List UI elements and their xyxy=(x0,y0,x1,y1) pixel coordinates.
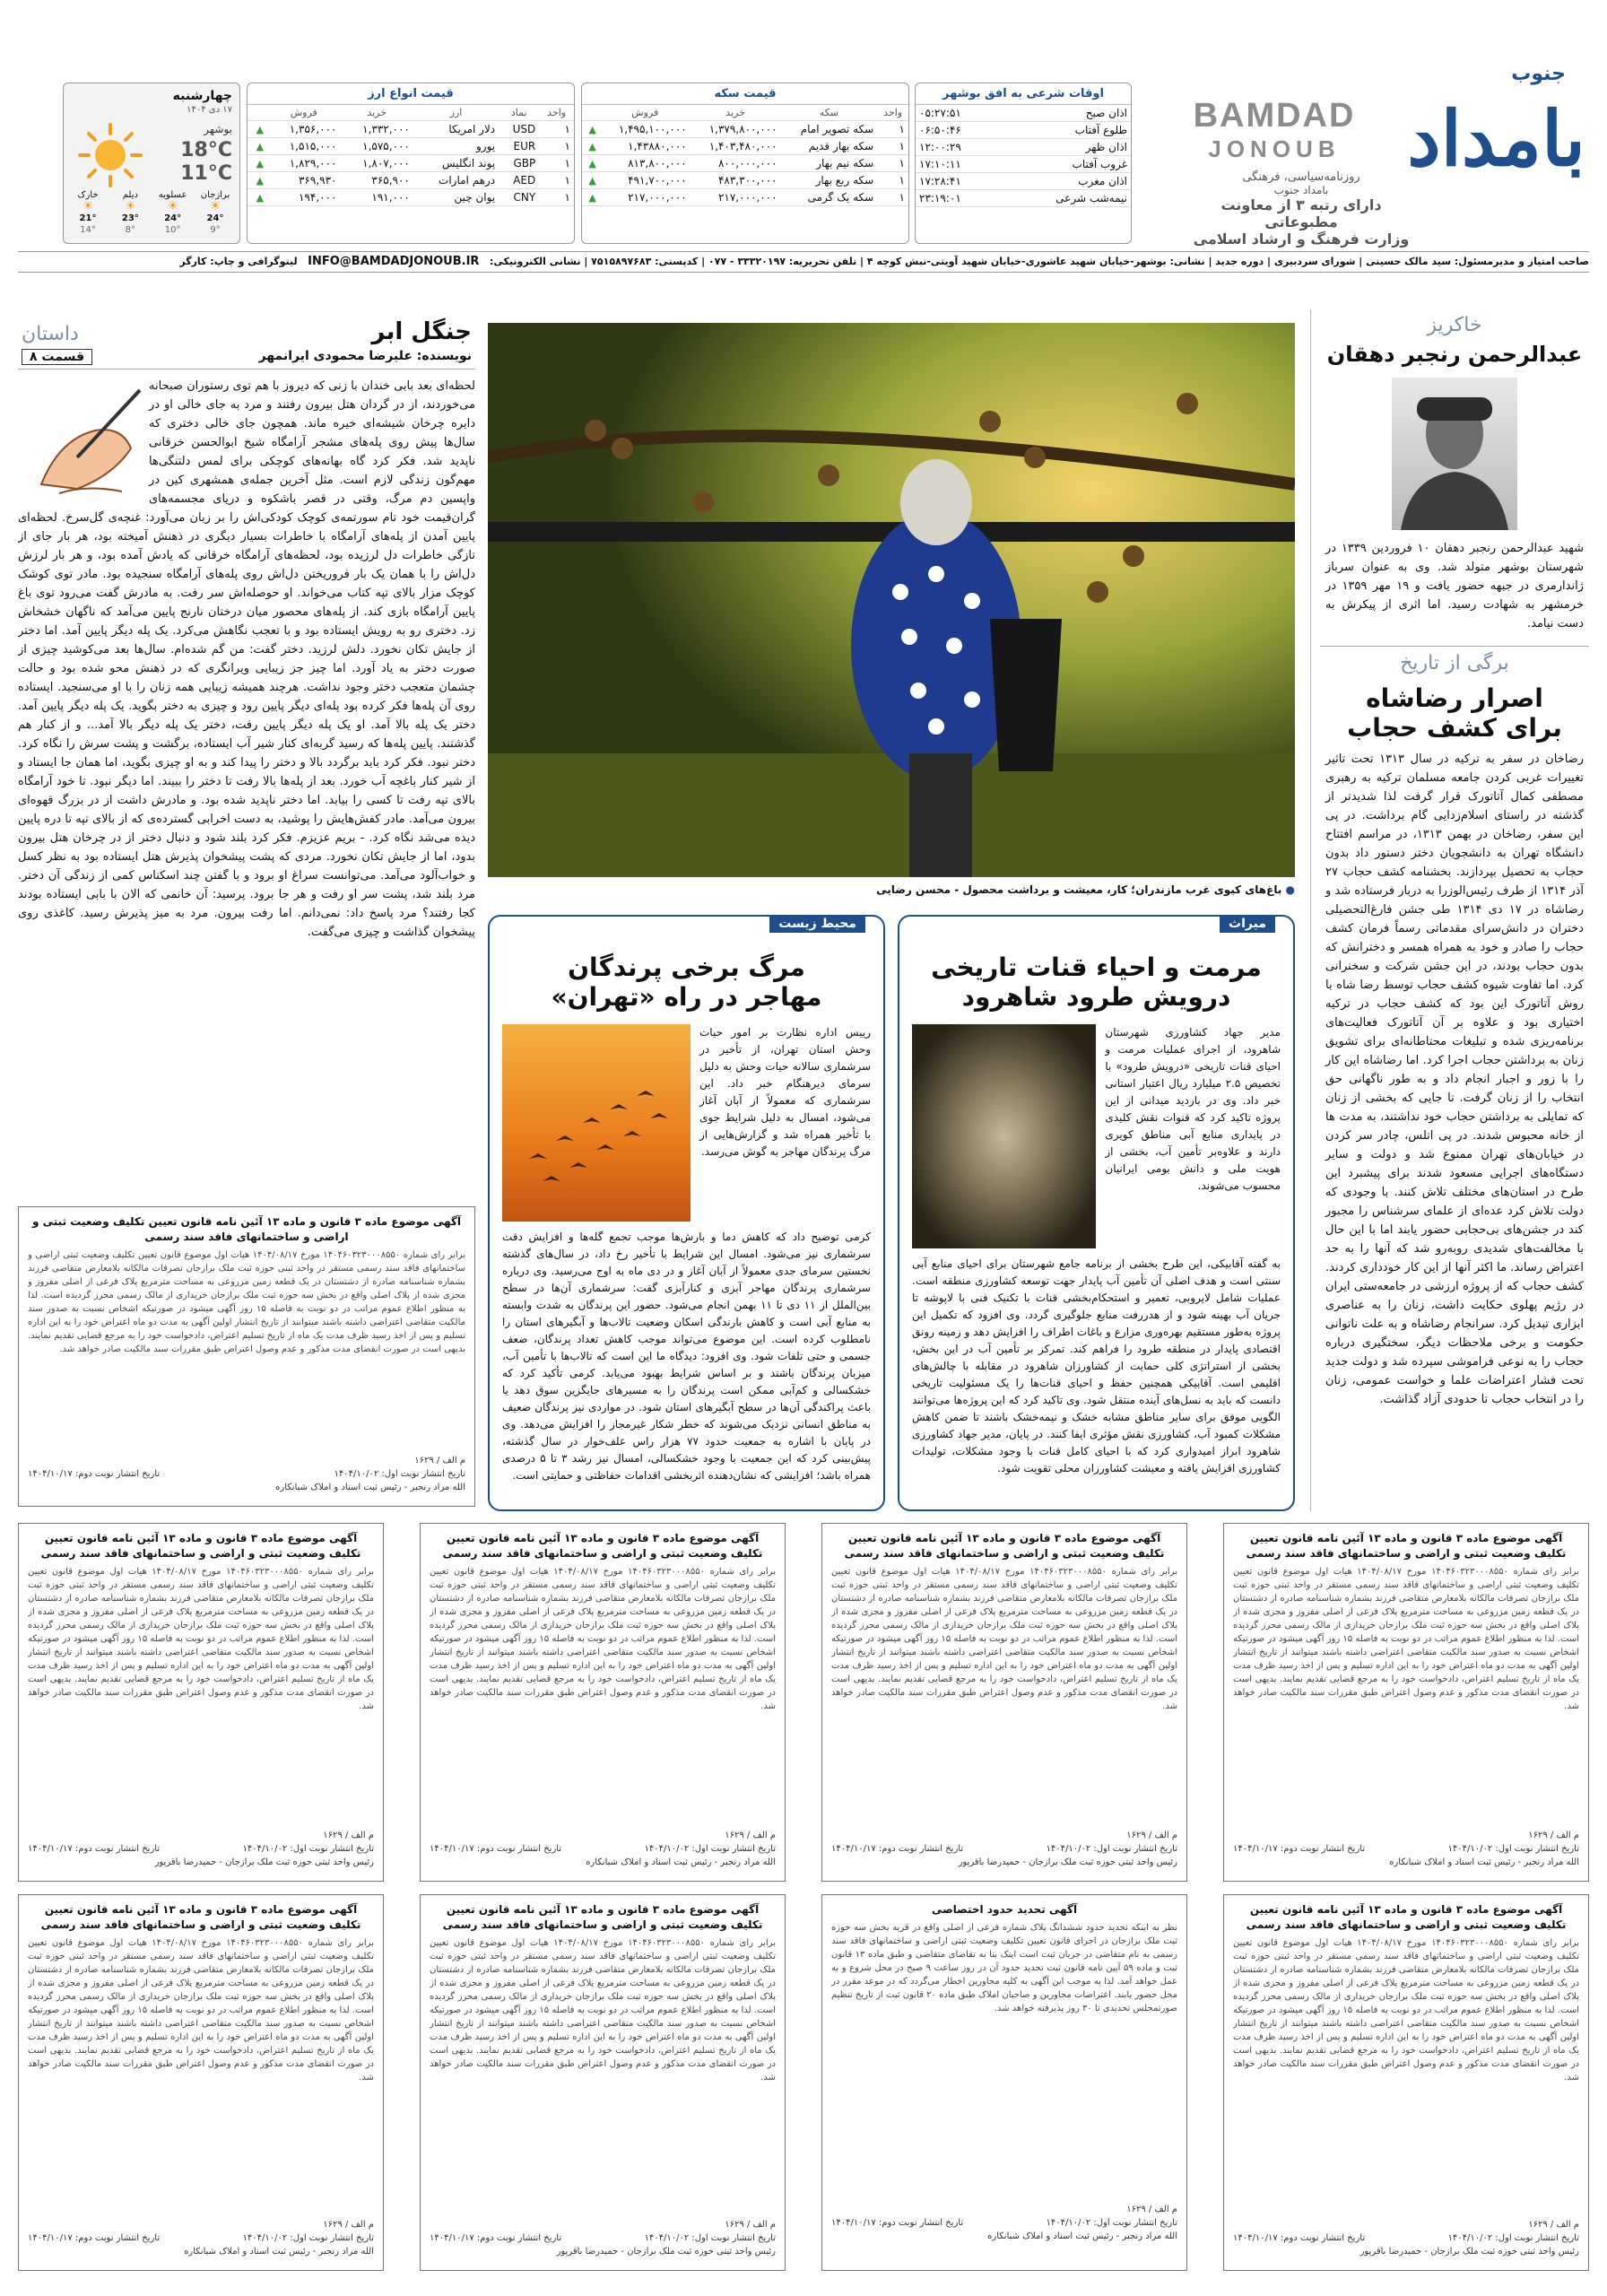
story-body-text: لحظه‌ای بعد بابی خندان با زنی که دیروز با هم توی رستوران صبحانه می‌خوردند، از در گردان هتل بیرون رفتند و مرد به جای خالی او در دایره چرخان شیشه‌ای خیره ماند. همچون جای خالی دختری که سال‌ها پیش روی پله‌های مشجر آرامگاه شیخ ابوالحسن خرقانی ناپدید شد. فکر کرد گاه بهانه‌های کوچکی برای لمس دلتنگی‌ها مهم‌گون زندگی لازم است. مثل آخرین جمله‌ی همشهری کین در واپسین دم مرگ، وقتی در قصر باشکوه و دریای مجسمه‌های گران‌قیمت خود تام سورتمه‌ی کوچک کودکی‌اش را بر زبان می‌آورد: غنچه‌ی گل‌سرخ. لحظه‌ای پایین آمدن از پله‌های آرامگاه با خاطرات بسیار دیگری در ذهنش آمیخته بود، هر بار جای از تازگی خاطرات دل لرزیده بود، لحظه‌های آرامگاه خرقانی که یادش آمده بود، و هر بار لرزش دل‌اش را با همان یک بار فروریختن دل‌اش روی پله‌های آرامگاه سنجیده بود. مادر توی کوشک کوچک مزار بالای تپه کتاب می‌خواند. او حوصله‌اش سر رفت. به مادرش گفت می‌رود توی باغ پایین آرامگاه بازی کند. از پله‌های محصور میان درختان نارنج پایین می‌آمد که ناگهان خشخاش زد. دختری رو به رویش ایستاده بود و با تعجب نگاهش می‌کرد. یک پله دیگر پایین آمد. اما دختر از جایش تکان نخورد. دلش لرزید. دختر گفت: من گم شده‌ام. سال‌ها بعد می‌کوشید چیزی از صورت دختر به یاد آورد. اما چیز جز زیبایی ویرانگری که در ذهنش محو شده بود و حالت چشمان متعجب دختر وجود نداشت. هرچند همیشه زیبایی همه زنان را با او می‌سنجید. ایستاده روی آن پله‌ها فکر کرده بود پله‌ای دیگر پایین رود و چیزی به دختر بگوید. یک پله دیگر پایین آمد. دختر یک پله بالا آمد. او یک پله دیگر پایین رفت، دختر یک پله دیگر بالا آمد... و از کنار هم گذشتند. پایین پله‌ها که رسید گربه‌ای کنار شیر آب ایستاده، برگشت و پشت سرش را نگاه کرد. دختر نبود. فکر کرد باید برگردد بالا و دختر را پیدا کند و به او چیزی بگوید، اما همان جا ایستاد و از شیر کنار باغچه آب خورد. بعد از پله‌ها بالا رفت تا دختر را ببیند. اما دیگر نبود. تا خود آرامگاه بالای تپه رفت تا کسی را بیابد. اما دختر ناپدید شده بود. و مادرش داشت از در بزرگ قهوه‌ای بیرون می‌آمد. مادر کفش‌هایش را پوشید، به دست اخرابی گسترده‌ی که از بالای تپه تا دره پایین دیده می‌شد نگاه کرد. - بریم عزیزم. فکر کرد بلند شود و دنبال دختر از در چرخان هتل بیرون بدود، اما از جایش تکان نخورد. مردی که پشت پیشخوان پذیرش هتل ایستاده بود به نظر کسل و خواب‌آلود می‌آمد. می‌توانست سراغ او برود و با گفتن چند اسکناس کمی از زندگی آن دختر. مرد بلند شد، پشت سر او رفت و هر جا برود. پرسید: آن خانمی که الان با بابی ایستاده بودند کجا رفتند؟ مرد پاسخ داد: نمی‌دانم. اما رفت بیرون. مرد به میز پذیرش رسید. کاغذی روی پیشخوان گذاشت و چیزی می‌گفت. xyxy=(18,379,475,939)
currency-sell: ۱,۸۲۹,۰۰۰ xyxy=(267,155,340,172)
prayer-value: ۱۷:۲۸:۴۱ xyxy=(916,173,998,190)
weather-box xyxy=(63,83,240,244)
coin-unit: ۱ xyxy=(877,155,908,172)
small-sun-icon: ☀ xyxy=(167,199,178,213)
birds-photo xyxy=(502,1024,691,1222)
ad-footer xyxy=(28,1829,374,1869)
main-photo xyxy=(488,323,1295,877)
currency-buy: ۳۶۵,۹۰۰ xyxy=(340,172,413,189)
ad-body: برابر رای شماره ۱۴۰۴۶۰۳۲۳۰۰۰۸۵۵۰ مورخ ۱۴۰۴/۰۸/۱۷ هیات اول موضوع قانون تعیین تکلیف وضعیت ثبتی اراضی و ساختمانهای فاقد سند رسمی مستقر در واحد ثبتی حوزه ثبت ملک برازجان تصرفات مالکانه بلامعارض متقاضی فرزند بشماره شناسنامه صادره از دشتستان در یک قطعه زمین مزروعی به مساحت مترمربع پلاک فرعی از اصلی مفروز و مجزی شده از پلاک اصلی واقع در بخش سه حوزه ثبت ملک برازجان خریداری از مالک رسمی محرز گردیده است. لذا به منظور اطلاع عموم مراتب در دو نوبت به فاصله ۱۵ روز آگهی میشود در صورتیکه اشخاص نسبت به صدور سند مالکیت متقاضی اعتراضی داشته باشند میتوانند از تاریخ انتشار اولین آگهی به مدت دو ماه اعتراض خود را به این اداره تسلیم و پس از اخذ رسید ظرف مدت یک ماه از تاریخ تسلیم اعتراض، دادخواست خود را به مرجع قضایی تقدیم نمایند. بدیهی است در صورت انقضای مدت مذکور و عدم وصول اعتراض طبق مقررات سند مالکیت صادر خواهد شد. xyxy=(1233,1938,1579,2083)
masthead-subtitle xyxy=(1189,170,1413,248)
ad-date-1: تاریخ انتشار نوبت اول: ۱۴۰۴/۱۰/۰۲ xyxy=(242,1844,374,1854)
ad-date-2: تاریخ انتشار نوبت دوم: ۱۴۰۴/۱۰/۱۷ xyxy=(831,2218,964,2228)
coin-sell: ۱,۴۳۸۸۰,۰۰۰ xyxy=(600,138,691,155)
qanat-title-1: مرمت و احیاء قنات تاریخی xyxy=(931,952,1262,982)
prayer-row xyxy=(916,190,1131,207)
qanat-body-1: مدیر جهاد کشاورزی شهرستان شاهرود، از اجرای عملیات مرمت و احیای قنات تاریخی «درویش طرود» با تخصیص ۲.۵ میلیارد ریال اعتبار استانی خبر داد. وی در بازدید میدانی از این پروژه تاکید کرد که قنوات نقش کلیدی در پایداری منابع آبی مناطق کویری دارند و علاوه‌بر تأمین آب، بخشی از هویت ملی و دانش بومی ایرانیان محسوب می‌شوند. xyxy=(1105,1026,1281,1192)
story-title: جنگل ابر xyxy=(371,318,472,345)
story-author: نویسنده: علیرضا محمودی ایرانمهر xyxy=(258,349,472,363)
currency-code: AED xyxy=(499,172,539,189)
ad-body: نظر به اینکه تحدید حدود ششدانگ پلاک شماره فرعی از اصلی واقع در قریه بخش سه حوزه ثبت ملک برازجان در اجرای قانون تعیین تکلیف وضعیت ثبتی اراضی و ساختمانهای فاقد سند رسمی به نام متقاضی در جریان ثبت است اینک بنا به تقاضای متقاضی و طبق ماده ۱۳ قانون ثبت و ماده ۵۹ آیین نامه قانون ثبت تحدید حدود آن در روز ساعت ۹ صبح در محل شروع و به عمل خواهد آمد. لذا به موجب این آگهی به کلیه مجاورین اخطار می‌گردد که در موعد مقرر در محل حضور یابند. اعتراضات مجاورین و صاحبان املاک طبق ماده ۲۰ قانون ثبت از تاریخ تنظیم صورتمجلس تحدیدی تا ۳۰ روز پذیرفته خواهد شد. xyxy=(831,1923,1177,2013)
ad-signer: الله مراد رنجبر - رئیس ثبت اسناد و املاک شبانکاره xyxy=(586,1857,776,1867)
ad-date-2: تاریخ انتشار نوبت دوم: ۱۴۰۴/۱۰/۱۷ xyxy=(28,1844,161,1854)
ad-code: م الف / ۱۶۲۹ xyxy=(725,1831,776,1840)
ad-title: آگهی موضوع ماده ۳ قانون و ماده ۱۳ آئین نامه قانون تعیین تکلیف وضعیت ثبتی و اراضی و ساختمانهای فاقد سند رسمی xyxy=(442,1903,763,1931)
coin-name: سکه ربع بهار xyxy=(781,172,878,189)
arrow-up-icon: ▲ xyxy=(248,138,267,155)
ad-footer xyxy=(28,1454,465,1494)
ad-title: آگهی موضوع ماده ۳ قانون و ماده ۱۳ آئین نامه قانون تعیین تکلیف وضعیت ثبتی و اراضی و ساختمانهای فاقد سند رسمی xyxy=(1246,1903,1567,1931)
ad-title: آگهی موضوع ماده ۳ قانون و ماده ۱۳ آئین نامه قانون تعیین تکلیف وضعیت ثبتی و اراضی و ساختمانهای فاقد سند رسمی xyxy=(442,1532,763,1560)
story-kicker: داستان xyxy=(22,323,79,345)
forecast-high: 21° xyxy=(79,213,97,223)
coin-sell: ۲۱۷,۰۰۰,۰۰۰ xyxy=(600,189,691,206)
info-bar-email[interactable]: INFO@BAMDADJONOUB.IR xyxy=(308,255,480,268)
coin-sell: ۴۹۱,۷۰۰,۰۰۰ xyxy=(600,172,691,189)
prayer-row xyxy=(916,122,1131,139)
ad-date-2: تاریخ انتشار نوبت دوم: ۱۴۰۴/۱۰/۱۷ xyxy=(430,1844,562,1854)
currency-name: یورو xyxy=(413,138,499,155)
story-body xyxy=(18,377,475,1202)
currency-header-cell: فروش xyxy=(267,105,340,121)
currency-header-cell: ارز xyxy=(413,105,499,121)
prayer-label: اذان صبح xyxy=(998,105,1131,122)
coin-row xyxy=(582,121,908,138)
legal-ad xyxy=(821,1523,1187,1882)
coin-buy: ۱,۳۷۹,۸۰۰,۰۰۰ xyxy=(691,121,781,138)
coin-header-cell: فروش xyxy=(600,105,691,121)
qanat-photo xyxy=(912,1024,1096,1248)
qanat-tag: میراث xyxy=(1220,915,1275,933)
coin-row xyxy=(582,155,908,172)
legal-ad xyxy=(18,1206,475,1507)
coin-row xyxy=(582,138,908,155)
prayer-value: ۲۳:۱۹:۰۱ xyxy=(916,190,998,207)
forecast-city: برازجان xyxy=(200,190,230,200)
legal-ad xyxy=(18,1523,384,1882)
arrow-up-icon: ▲ xyxy=(582,172,600,189)
currency-prices-box xyxy=(247,83,575,244)
coin-prices-table xyxy=(582,105,908,206)
currency-name: یوان چین xyxy=(413,189,499,206)
memorial-title: عبدالرحمن رنجبر دهقان xyxy=(1326,342,1583,367)
arrow-up-icon: ▲ xyxy=(582,189,600,206)
subtitle-line-3: دارای رتبه ۳ از معاونت مطبوعاتی xyxy=(1220,196,1382,230)
coin-buy: ۸۰۰,۰۰۰,۰۰۰ xyxy=(691,155,781,172)
currency-code: EUR xyxy=(499,138,539,155)
forecast-city: دیلم xyxy=(122,190,138,200)
forecast-high: 24° xyxy=(206,213,224,223)
currency-buy: ۱,۵۷۵,۰۰۰ xyxy=(340,138,413,155)
ad-title: آگهی موضوع ماده ۳ قانون و ماده ۱۳ آئین نامه قانون تعیین تکلیف وضعیت ثبتی و اراضی و ساختمانهای فاقد سند رسمی xyxy=(844,1532,1165,1560)
ad-date-1: تاریخ انتشار نوبت اول: ۱۴۰۴/۱۰/۰۲ xyxy=(1447,2233,1579,2243)
ad-date-1: تاریخ انتشار نوبت اول: ۱۴۰۴/۱۰/۰۲ xyxy=(1046,2218,1177,2228)
currency-header-cell: واحد xyxy=(539,105,574,121)
ad-signer: رئیس واحد ثبتی حوزه ثبت ملک برازجان - حمیدرضا باقرپور xyxy=(556,2247,776,2257)
ad-date-2: تاریخ انتشار نوبت دوم: ۱۴۰۴/۱۰/۱۷ xyxy=(1233,1844,1366,1854)
currency-code: CNY xyxy=(499,189,539,206)
currency-header-cell: نماد xyxy=(499,105,539,121)
arrow-up-icon: ▲ xyxy=(248,121,267,138)
flying-birds-icon xyxy=(502,1024,691,1222)
ad-title: آگهی موضوع ماده ۳ قانون و ماده ۱۳ آئین نامه قانون تعیین تکلیف وضعیت ثبتی و اراضی و ساختمانهای فاقد سند رسمی xyxy=(40,1532,361,1560)
currency-name: دلار امریکا xyxy=(413,121,499,138)
subtitle-line-1: روزنامه‌سیاسی، فرهنگی xyxy=(1242,170,1360,184)
ad-body: برابر رای شماره ۱۴۰۴۶۰۳۲۳۰۰۰۸۵۵۰ مورخ ۱۴۰۴/۰۸/۱۷ هیات اول موضوع قانون تعیین تکلیف وضعیت ثبتی اراضی و ساختمانهای فاقد سند رسمی مستقر در واحد ثبتی حوزه ثبت ملک برازجان تصرفات مالکانه بلامعارض متقاضی فرزند بشماره شناسنامه صادره از دشتستان در یک قطعه زمین مزروعی به مساحت مترمربع پلاک فرعی از اصلی مفروز و مجزی شده از پلاک اصلی واقع در بخش سه حوزه ثبت ملک برازجان خریداری از مالک رسمی محرز گردیده است. لذا به منظور اطلاع عموم مراتب در دو نوبت به فاصله ۱۵ روز آگهی میشود در صورتیکه اشخاص نسبت به صدور سند مالکیت متقاضی اعتراضی داشته باشند میتوانند از تاریخ انتشار اولین آگهی به مدت دو ماه اعتراض خود را به این اداره تسلیم و پس از اخذ رسید ظرف مدت یک ماه از تاریخ تسلیم اعتراض، دادخواست خود را به مرجع قضایی تقدیم نمایند. بدیهی است در صورت انقضای مدت مذکور و عدم وصول اعتراض طبق مقررات سند مالکیت صادر خواهد شد. xyxy=(430,1938,776,2083)
ad-footer xyxy=(430,2218,776,2258)
prayer-times-box xyxy=(915,83,1132,244)
memorial-photo xyxy=(1392,378,1517,530)
currency-prices-title: قیمت انواع ارز xyxy=(248,83,574,105)
currency-code: GBP xyxy=(499,155,539,172)
currency-header-row xyxy=(248,105,574,121)
ad-code: م الف / ۱۶۲۹ xyxy=(725,2220,776,2230)
photo-caption-text: باغ‌های کیوی غرب مازندران؛ کار، معیشت و برداشت محصول - محسن رضایی xyxy=(876,883,1282,896)
ad-footer xyxy=(28,2218,374,2258)
qanat-body-2: به گفته آقابیکی، این طرح بخشی از برنامه جامع شهرستان برای احیای منابع آبی سنتی است و هدف اصلی آن تأمین آب پایدار جهت توسعه کشاورزی منطقه است. عملیات شامل لایروبی، تعمیر و استحکام‌بخشی قنات با تکنیک فنی‌ با لاپوشه تا جریان آب بهینه شود و از هدررفت منابع جلوگیری گردد. وی افزود که تکمیل این پروژه به‌طور مستقیم بهره‌وری مزارع و باغات اطراف را افزایش دهد و زمینه رونق اقتصادی پایدار در منطقه طرود را فراهم کند. تمرکز بر تأمین آب در این بخش، بخشی از استراتژی کلی حمایت از کشاورزان شاهرود در مقابله با چالش‌های اقلیمی است. آقابیکی همچنین حفظ و احیای قنات‌ها را یک مسئولیت تاریخی دانست که باید به نسل‌های آینده منتقل شود. وی تاکید کرد که این پروژه‌ها می‌توانند الگویی موفق برای سایر مناطق مشابه خشک و نیمه‌خشک باشند تا ضمن کاهش مشکلات کمبود آب، کشاورزی نقش مؤثری ایفا کنند. در پایان، مدیر جهاد کشاورزی شاهرود ابراز امیدواری کرد که با احیای کامل قنات با وجود مشکلات، تولیدات کشاورزی افزایش یافته و معیشت کشاورزان محلی تقویت شود. xyxy=(912,1257,1281,1474)
prayer-label: طلوع آفتاب xyxy=(998,122,1131,139)
prayer-row xyxy=(916,156,1131,173)
ad-body: برابر رای شماره ۱۴۰۴۶۰۳۲۳۰۰۰۸۵۵۰ مورخ ۱۴۰۴/۰۸/۱۷ هیات اول موضوع قانون تعیین تکلیف وضعیت ثبتی اراضی و ساختمانهای فاقد سند رسمی مستقر در واحد ثبتی حوزه ثبت ملک برازجان تصرفات مالکانه بلامعارض متقاضی فرزند بشماره شناسنامه صادره از دشتستان در یک قطعه زمین مزروعی به مساحت مترمربع پلاک فرعی از اصلی مفروز و مجزی شده از پلاک اصلی واقع در بخش سه حوزه ثبت ملک برازجان خریداری از مالک رسمی محرز گردیده است. لذا به منظور اطلاع عموم مراتب در دو نوبت به فاصله ۱۵ روز آگهی میشود در صورتیکه اشخاص نسبت به صدور سند مالکیت متقاضی اعتراضی داشته باشند میتوانند از تاریخ انتشار اولین آگهی به مدت دو ماه اعتراض خود را به این اداره تسلیم و پس از اخذ رسید ظرف مدت یک ماه از تاریخ تسلیم اعتراض، دادخواست خود را به مرجع قضایی تقدیم نمایند. بدیهی است در صورت انقضای مدت مذکور و عدم وصول اعتراض طبق مقررات سند مالکیت صادر خواهد شد. xyxy=(28,1567,374,1711)
birds-title-2: مهاجر در راه «تهران» xyxy=(551,982,822,1012)
currency-name: درهم امارات xyxy=(413,172,499,189)
ad-title: آگهی موضوع ماده ۳ قانون و ماده ۱۳ آئین نامه قانون تعیین تکلیف وضعیت ثبتی و اراضی و ساختمانهای فاقد سند رسمی xyxy=(32,1215,461,1243)
forecast-high: 24° xyxy=(164,213,182,223)
prayer-value: ۱۷:۱۰:۱۱ xyxy=(916,156,998,173)
masthead-logo xyxy=(1404,36,1593,233)
prayer-value: ۰۶:۵۰:۴۶ xyxy=(916,122,998,139)
coin-name: سکه یک گرمی xyxy=(781,189,878,206)
ad-date-1: تاریخ انتشار نوبت اول: ۱۴۰۴/۱۰/۰۲ xyxy=(644,1844,776,1854)
history-kicker: برگی از تاریخ xyxy=(1400,652,1509,674)
currency-buy: ۱,۸۰۷,۰۰۰ xyxy=(340,155,413,172)
coin-sell: ۱,۴۹۵,۱۰۰,۰۰۰ xyxy=(600,121,691,138)
coin-unit: ۱ xyxy=(877,138,908,155)
legal-ad xyxy=(18,1894,384,2271)
ad-code: م الف / ۱۶۲۹ xyxy=(323,2220,374,2230)
ad-date-2: تاریخ انتشار نوبت دوم: ۱۴۰۴/۱۰/۱۷ xyxy=(28,2233,161,2243)
ad-footer xyxy=(831,2203,1177,2243)
kiwi-orchard-photo xyxy=(488,323,1295,877)
forecast-item xyxy=(152,189,194,236)
logo-latin-1: BAMDAD xyxy=(1193,97,1356,135)
memorial-body: شهید عبدالرحمن رنجبر دهقان ۱۰ فروردین ۱۳۳۹ در شهرستان بوشهر متولد شد. وی به عنوان سرباز ژاندارمری در جبهه حضور یافت و ۱۹ مهر ۱۳۵۹ در خرمشهر به شهادت رسید. اما اثری از پیکرش به دست نیامد. xyxy=(1325,542,1584,631)
subtitle-line-4: وزارت فرهنگ و ارشاد اسلامی xyxy=(1193,230,1410,248)
currency-row xyxy=(248,155,574,172)
currency-prices-table xyxy=(248,105,574,206)
ad-code: م الف / ۱۶۲۹ xyxy=(1126,2205,1177,2214)
info-bar-text: صاحب امتیاز و مدیرمسئول: سید مالک حسینی | شورای سردبیری | دوره جدید | نشانی: بوشهر-خیابان شهید عاشوری-خیابان شهید آویتی-نبش کوچه ۴ | تلفن تحریریه: ۳۳۳۲۰۱۹۷ - ۰۷۷ | کدپستی: ۷۵۱۵۸۹۷۶۸۳ | نشانی الکترونیکی: xyxy=(489,256,1589,267)
photo-caption xyxy=(488,883,1295,896)
currency-unit: ۱ xyxy=(539,172,574,189)
small-sun-icon: ☀ xyxy=(209,199,222,213)
coin-row xyxy=(582,189,908,206)
qanat-title-2: درویش طرود شاهرود xyxy=(961,982,1231,1012)
ad-date-1: تاریخ انتشار نوبت اول: ۱۴۰۴/۱۰/۰۲ xyxy=(1046,1844,1177,1854)
ad-body: برابر رای شماره ۱۴۰۴۶۰۳۲۳۰۰۰۸۵۵۰ مورخ ۱۴۰۴/۰۸/۱۷ هیات اول موضوع قانون تعیین تکلیف وضعیت ثبتی اراضی و ساختمانهای فاقد سند رسمی مستقر در واحد ثبتی حوزه ثبت ملک برازجان تصرفات مالکانه بلامعارض متقاضی فرزند بشماره شناسنامه صادره از دشتستان در یک قطعه زمین مزروعی به مساحت مترمربع پلاک فرعی از اصلی مفروز و مجزی شده از پلاک اصلی واقع در بخش سه حوزه ثبت ملک برازجان خریداری از مالک رسمی محرز گردیده است. لذا به منظور اطلاع عموم مراتب در دو نوبت به فاصله ۱۵ روز آگهی میشود در صورتیکه اشخاص نسبت به صدور سند مالکیت متقاضی اعتراضی داشته باشند میتوانند از تاریخ انتشار اولین آگهی به مدت دو ماه اعتراض خود را به این اداره تسلیم و پس از اخذ رسید ظرف مدت یک ماه از تاریخ تسلیم اعتراض، دادخواست خود را به مرجع قضایی تقدیم نمایند. بدیهی است در صورت انقضای مدت مذکور و عدم وصول اعتراض طبق مقررات سند مالکیت صادر خواهد شد. xyxy=(28,1250,465,1354)
coin-unit: ۱ xyxy=(877,189,908,206)
ad-footer xyxy=(1233,1829,1579,1869)
ad-footer xyxy=(430,1829,776,1869)
prayer-label: اذان ظهر xyxy=(998,139,1131,156)
ad-signer: الله مراد رنجبر - رئیس ثبت اسناد و املاک شبانکاره xyxy=(184,2247,374,2257)
ad-date-2: تاریخ انتشار نوبت دوم: ۱۴۰۴/۱۰/۱۷ xyxy=(831,1844,964,1854)
history-body: رضاخان در سفر به ترکیه در سال ۱۳۱۳ تحت تاثیر تغییرات غربی کردن جامعه مسلمان ترکیه به رهبری مصطفی کمال آتاتورک قرار گرفت لذا شدیدتر از گذشته در راستای اسلام‌زدایی گام برداشت. در پی این سفر، رضاخان در بهمن ۱۳۱۳، در مراسم افتتاح دانشگاه تهران به دانشجویان دختر دستور داد بدون حجاب به تحصیل بپردازند. بخشنامه کشف حجاب ۲۷ آذر ۱۳۱۴ از طرف رئیس‌الوزرا به دربار فرستاده شد و رضاشاه در ۱۷ دی ۱۳۱۴ طی جشن فارغ‌التحصیلی دختران در دانش‌سرای مقدماتی رسماً فرمان کشف حجاب را صادر و خود به همراه همسر و دخترانش که بدون حجاب بودند، در این جشن شرکت و سخنرانی کرد. اما تفاوت شیوه کشف حجاب توسط رضا شاه با روش آتاتورک این بود که کشف حجاب در ترکیه اختیاری بود و علاوه بر آن آتاتورک فعالیت‌های برنامه‌ریزی شده و تبلیغات محتاطانه‌ای برای تشویق زنان به برداشتن حجاب اجرا کرد. اما رضاشاه این کار را با زور و اجبار انجام داد و به طور ناگهانی حق انتخاب را از زنان گرفت. تا جایی که بخشی از زنان که تمایلی به برداشتن حجاب خود نداشتند، به مدت ها از خانه محبوس شدند. در پی اتلس، چادر سر کردن در خیابان‌های تهران ممنوع شد و دولت و سایر دستگاه‌های اجرایی مسعود شدند برای پیشبرد این طرح در استان‌های مختلف تلاش کنند. با وجودی که دولت تلاش کرد عده‌ای از علمای سرشناس را مجبور کند در جشن‌های بی‌حجابی حضور یابند اما با این حال با مخالفت‌های شدیدی روبه‌رو شد که آنها را به حد اعتراض رساند. ما اکثر آنها از این کار خودداری کردند. کشف حجاب که از پروژه ارزشی در جامعه‌ستی ایران در رژیم پهلوی حکایت داشت، زنان را به عناصری ابزاری تبدیل کرد. سرانجام رضاشاه و به علت ناتوانی حکومت و برخی ملاحظات دیگر، سختگیری درباره حجاب را به نوعی فراموشی سپرده شد و دولت جدید تحت فشار اعتراضات علما و خواست عمومی، زنان را در انتخاب حجاب تا حدودی آزاد گذاشت. xyxy=(1325,752,1585,1406)
prayer-times-table xyxy=(916,105,1131,207)
forecast-low: 14° xyxy=(80,225,96,235)
currency-unit: ۱ xyxy=(539,138,574,155)
coin-unit: ۱ xyxy=(877,172,908,189)
arrow-up-icon: ▲ xyxy=(582,121,600,138)
weather-day: چهارشنبه xyxy=(172,89,232,103)
caption-bullet-icon: ● xyxy=(1285,883,1295,896)
legal-ad xyxy=(420,1523,786,1882)
currency-row xyxy=(248,189,574,206)
ad-code: م الف / ۱۶۲۹ xyxy=(323,1831,374,1840)
weather-high: 18°C xyxy=(180,139,232,161)
ad-code: م الف / ۱۶۲۹ xyxy=(1528,2220,1579,2230)
forecast-low: 8° xyxy=(125,225,136,235)
coin-prices-box xyxy=(581,83,909,244)
portrait-icon xyxy=(1392,378,1517,530)
birds-body-1: رییس اداره نظارت بر امور حیات وحش استان تهران، از تأخیر در سرشماری سالانه حیات وحش به دلیل سرمای دیرهنگام خبر داد. این سرشماری که معمولاً از آبان آغاز می‌شود، امسال به دلیل شرایط جوی با تأخیر همراه شد و گزارش‌هایی از مرگ پرندگان مهاجر به گوش می‌رسد. xyxy=(699,1026,871,1158)
ad-footer xyxy=(1233,2218,1579,2258)
ad-signer: الله مراد رنجبر - رئیس ثبت اسناد و املاک شبانکاره xyxy=(987,2231,1177,2241)
coin-prices-title: قیمت سکه xyxy=(582,83,908,105)
qanat-article xyxy=(898,915,1295,1511)
prayer-label: نیمه‌شب شرعی xyxy=(998,190,1131,207)
history-title-2: برای کشف حجاب xyxy=(1347,713,1562,743)
ad-title: آگهی موضوع ماده ۳ قانون و ماده ۱۳ آئین نامه قانون تعیین تکلیف وضعیت ثبتی و اراضی و ساختمانهای فاقد سند رسمی xyxy=(1246,1532,1567,1560)
prayer-label: غروب آفتاب xyxy=(998,156,1131,173)
ad-date-2: تاریخ انتشار نوبت دوم: ۱۴۰۴/۱۰/۱۷ xyxy=(430,2233,562,2243)
ad-date-1: تاریخ انتشار نوبت اول: ۱۴۰۴/۱۰/۰۲ xyxy=(242,2233,374,2243)
coin-buy: ۴۸۳,۳۰۰,۰۰۰ xyxy=(691,172,781,189)
weather-forecast xyxy=(67,189,236,236)
birds-title-1: مرگ برخی پرندگان xyxy=(568,952,805,982)
currency-buy: ۱۹۱,۰۰۰ xyxy=(340,189,413,206)
info-bar xyxy=(18,251,1589,273)
logo-small-text: جنوب xyxy=(1511,63,1566,85)
coin-row xyxy=(582,172,908,189)
currency-header-cell: خرید xyxy=(340,105,413,121)
prayer-row xyxy=(916,105,1131,122)
writing-hand-icon xyxy=(23,377,149,502)
forecast-low: 10° xyxy=(164,225,181,235)
forecast-item xyxy=(195,189,236,236)
currency-sell: ۱,۵۱۵,۰۰۰ xyxy=(267,138,340,155)
ad-signer: الله مراد رنجبر - رئیس ثبت اسناد و املاک شبانکاره xyxy=(1389,1857,1579,1867)
coin-header-cell: سکه xyxy=(781,105,878,121)
birds-article xyxy=(488,915,885,1511)
ad-title: آگهی موضوع ماده ۳ قانون و ماده ۱۳ آئین نامه قانون تعیین تکلیف وضعیت ثبتی و اراضی و ساختمانهای فاقد سند رسمی xyxy=(40,1903,361,1931)
currency-row xyxy=(248,121,574,138)
ad-signer: رئیس واحد ثبتی حوزه ثبت ملک برازجان - حمیدرضا باقرپور xyxy=(154,1857,374,1867)
arrow-up-icon: ▲ xyxy=(582,138,600,155)
subtitle-line-2: بامداد جنوب xyxy=(1273,184,1329,196)
ad-code: م الف / ۱۶۲۹ xyxy=(1528,1831,1579,1840)
legal-ad xyxy=(420,1894,786,2271)
weather-city: بوشهر xyxy=(204,123,232,135)
currency-code: USD xyxy=(499,121,539,138)
weather-low: 11°C xyxy=(180,162,232,185)
coin-buy: ۲۱۷,۰۰۰,۰۰۰ xyxy=(691,189,781,206)
currency-row xyxy=(248,172,574,189)
legal-ad xyxy=(1223,1523,1589,1882)
forecast-city: عسلویه xyxy=(158,190,187,200)
coin-name: سکه تصویر امام xyxy=(781,121,878,138)
birds-tag: محیط زیست xyxy=(769,915,865,933)
currency-unit: ۱ xyxy=(539,155,574,172)
ad-body: برابر رای شماره ۱۴۰۴۶۰۳۲۳۰۰۰۸۵۵۰ مورخ ۱۴۰۴/۰۸/۱۷ هیات اول موضوع قانون تعیین تکلیف وضعیت ثبتی اراضی و ساختمانهای فاقد سند رسمی مستقر در واحد ثبتی حوزه ثبت ملک برازجان تصرفات مالکانه بلامعارض متقاضی فرزند بشماره شناسنامه صادره از دشتستان در یک قطعه زمین مزروعی به مساحت مترمربع پلاک فرعی از اصلی مفروز و مجزی شده از پلاک اصلی واقع در بخش سه حوزه ثبت ملک برازجان خریداری از مالک رسمی محرز گردیده است. لذا به منظور اطلاع عموم مراتب در دو نوبت به فاصله ۱۵ روز آگهی میشود در صورتیکه اشخاص نسبت به صدور سند مالکیت متقاضی اعتراضی داشته باشند میتوانند از تاریخ انتشار اولین آگهی به مدت دو ماه اعتراض خود را به این اداره تسلیم و پس از اخذ رسید ظرف مدت یک ماه از تاریخ تسلیم اعتراض، دادخواست خود را به مرجع قضایی تقدیم نمایند. بدیهی است در صورت انقضای مدت مذکور و عدم وصول اعتراض طبق مقررات سند مالکیت صادر خواهد شد. xyxy=(430,1567,776,1711)
ad-body: برابر رای شماره ۱۴۰۴۶۰۳۲۳۰۰۰۸۵۵۰ مورخ ۱۴۰۴/۰۸/۱۷ هیات اول موضوع قانون تعیین تکلیف وضعیت ثبتی اراضی و ساختمانهای فاقد سند رسمی مستقر در واحد ثبتی حوزه ثبت ملک برازجان تصرفات مالکانه بلامعارض متقاضی فرزند بشماره شناسنامه صادره از دشتستان در یک قطعه زمین مزروعی به مساحت مترمربع پلاک فرعی از اصلی مفروز و مجزی شده از پلاک اصلی واقع در بخش سه حوزه ثبت ملک برازجان خریداری از مالک رسمی محرز گردیده است. لذا به منظور اطلاع عموم مراتب در دو نوبت به فاصله ۱۵ روز آگهی میشود در صورتیکه اشخاص نسبت به صدور سند مالکیت متقاضی اعتراضی داشته باشند میتوانند از تاریخ انتشار اولین آگهی به مدت دو ماه اعتراض خود را به این اداره تسلیم و پس از اخذ رسید ظرف مدت یک ماه از تاریخ تسلیم اعتراض، دادخواست خود را به مرجع قضایی تقدیم نمایند. بدیهی است در صورت انقضای مدت مذکور و عدم وصول اعتراض طبق مقررات سند مالکیت صادر خواهد شد. xyxy=(831,1567,1177,1711)
currency-unit: ۱ xyxy=(539,189,574,206)
arrow-up-icon: ▲ xyxy=(248,155,267,172)
masthead xyxy=(1171,36,1593,248)
prayer-row xyxy=(916,139,1131,156)
ad-date-1: تاریخ انتشار نوبت اول: ۱۴۰۴/۱۰/۰۲ xyxy=(1447,1844,1579,1854)
coin-unit: ۱ xyxy=(877,121,908,138)
logo-text: بامداد xyxy=(1407,94,1585,183)
arrow-up-icon: ▲ xyxy=(248,189,267,206)
small-sun-icon: ☀ xyxy=(82,199,94,213)
ad-date-1: تاریخ انتشار نوبت اول: ۱۴۰۴/۱۰/۰۲ xyxy=(334,1469,465,1479)
logo-latin-2: JONOUB xyxy=(1208,135,1341,162)
coin-buy: ۱,۴۰۳,۴۸۰,۰۰۰ xyxy=(691,138,781,155)
currency-sell: ۳۶۹,۹۳۰ xyxy=(267,172,340,189)
ad-date-1: تاریخ انتشار نوبت اول: ۱۴۰۴/۱۰/۰۲ xyxy=(644,2233,776,2243)
forecast-item xyxy=(67,189,109,236)
currency-row xyxy=(248,138,574,155)
currency-sell: ۱,۳۵۶,۰۰۰ xyxy=(267,121,340,138)
coin-name: سکه بهار قدیم xyxy=(781,138,878,155)
legal-ad xyxy=(821,1894,1187,2271)
ad-title: آگهی تحدید حدود اختصاصی xyxy=(931,1903,1078,1916)
story-column xyxy=(18,309,475,1197)
memorial-kicker: خاکریز xyxy=(1427,314,1482,336)
prayer-times-title: اوقات شرعی به افق بوشهر xyxy=(916,83,1131,105)
prayer-value: ۱۲:۰۰:۲۹ xyxy=(916,139,998,156)
small-sun-icon: ☀ xyxy=(125,199,136,213)
forecast-high: 23° xyxy=(121,213,139,223)
birds-body-2: کرمی توضیح داد که کاهش دما و بارش‌ها موجب تجمع گله‌ها و افزایش دقت سرشماری نیز می‌شود. امسال این شرایط با تأخیر رخ داد، در سال‌های گذشته نخستین سرمای جدی معمولاً از آبان آغاز و در دی ماه به اوج می‌رسید. وی درباره سرشماری پرندگان مهاجر آبزی و کنارآبزی گفت: سرشماری آن‌ها در سطح بین‌الملل از ۱۱ دی تا ۱۱ بهمن انجام می‌شود. حضور این پرندگان به شدت وابسته به منابع آبی است و کاهش بارندگی اسکان وضعیت تالاب‌ها و آبگیرهای استان را نامطلوب کرده است. این موضوع می‌تواند موجب کاهش تعداد پرندگان، ضعف جسمی و حتی تلفات شود. وی افزود: دیدگاه ما این است که تالاب‌ها با تأمین آب، میزبان پرندگان باشند و بر اساس شرایط بهبود می‌یابد. کرمی تأکید کرد که خشکسالی و کم‌آبی ممکن است پرندگان را به مسیرهای جایگزین سوق دهد یا باعث پراکندگی آن‌ها در سطح آبگیرهای استان شود. در مواردی نیز پرندگان ضعیف به مناطق انسانی نزدیک می‌شوند که خطر شکار غیرمجاز را افزایش می‌دهد. وی در پایان با اشاره به جمعیت حدود ۷۷ هزار راس علف‌خوار در سال گذشته، پیش‌بینی کرد که این جمعیت با وجود خشکسالی، امسال نیز رشد ۳ تا ۵ درصدی همراه باشد؛ افزایشی که نشان‌دهنده اثربخشی اقدامات حفاظتی و حمایتی است. xyxy=(502,1231,872,1482)
currency-name: پوند انگلیس xyxy=(413,155,499,172)
ad-code: م الف / ۱۶۲۹ xyxy=(1126,1831,1177,1840)
forecast-city: خارک xyxy=(77,190,99,200)
ad-body: برابر رای شماره ۱۴۰۴۶۰۳۲۳۰۰۰۸۵۵۰ مورخ ۱۴۰۴/۰۸/۱۷ هیات اول موضوع قانون تعیین تکلیف وضعیت ثبتی اراضی و ساختمانهای فاقد سند رسمی مستقر در واحد ثبتی حوزه ثبت ملک برازجان تصرفات مالکانه بلامعارض متقاضی فرزند بشماره شناسنامه صادره از دشتستان در یک قطعه زمین مزروعی به مساحت مترمربع پلاک فرعی از اصلی مفروز و مجزی شده از پلاک اصلی واقع در بخش سه حوزه ثبت ملک برازجان خریداری از مالک رسمی محرز گردیده است. لذا به منظور اطلاع عموم مراتب در دو نوبت به فاصله ۱۵ روز آگهی میشود در صورتیکه اشخاص نسبت به صدور سند مالکیت متقاضی اعتراضی داشته باشند میتوانند از تاریخ انتشار اولین آگهی به مدت دو ماه اعتراض خود را به این اداره تسلیم و پس از اخذ رسید ظرف مدت یک ماه از تاریخ تسلیم اعتراض، دادخواست خود را به مرجع قضایی تقدیم نمایند. بدیهی است در صورت انقضای مدت مذکور و عدم وصول اعتراض طبق مقررات سند مالکیت صادر خواهد شد. xyxy=(28,1938,374,2083)
ad-body: برابر رای شماره ۱۴۰۴۶۰۳۲۳۰۰۰۸۵۵۰ مورخ ۱۴۰۴/۰۸/۱۷ هیات اول موضوع قانون تعیین تکلیف وضعیت ثبتی اراضی و ساختمانهای فاقد سند رسمی مستقر در واحد ثبتی حوزه ثبت ملک برازجان تصرفات مالکانه بلامعارض متقاضی فرزند بشماره شناسنامه صادره از دشتستان در یک قطعه زمین مزروعی به مساحت مترمربع پلاک فرعی از اصلی مفروز و مجزی شده از پلاک اصلی واقع در بخش سه حوزه ثبت ملک برازجان خریداری از مالک رسمی محرز گردیده است. لذا به منظور اطلاع عموم مراتب در دو نوبت به فاصله ۱۵ روز آگهی میشود در صورتیکه اشخاص نسبت به صدور سند مالکیت متقاضی اعتراضی داشته باشند میتوانند از تاریخ انتشار اولین آگهی به مدت دو ماه اعتراض خود را به این اداره تسلیم و پس از اخذ رسید ظرف مدت یک ماه از تاریخ تسلیم اعتراض، دادخواست خود را به مرجع قضایی تقدیم نمایند. بدیهی است در صورت انقضای مدت مذکور و عدم وصول اعتراض طبق مقررات سند مالکیت صادر خواهد شد. xyxy=(1233,1567,1579,1711)
legal-ad xyxy=(1223,1894,1589,2271)
story-episode: قسمت ۸ xyxy=(22,349,92,365)
arrow-up-icon: ▲ xyxy=(248,172,267,189)
ad-signer: رئیس واحد ثبتی حوزه ثبت ملک برازجان - حمیدرضا باقرپور xyxy=(958,1857,1177,1867)
ad-date-2: تاریخ انتشار نوبت دوم: ۱۴۰۴/۱۰/۱۷ xyxy=(28,1469,161,1479)
weather-date: ۱۷ دی ۱۴۰۴ xyxy=(187,105,232,115)
history-title-1: اصرار رضاشاه xyxy=(1366,683,1543,713)
coin-header-row xyxy=(582,105,908,121)
coin-header-cell: واحد xyxy=(877,105,908,121)
arrow-up-icon: ▲ xyxy=(582,155,600,172)
prayer-value: ۰۵:۲۷:۵۱ xyxy=(916,105,998,122)
ad-footer xyxy=(831,1829,1177,1869)
prayer-label: اذان مغرب xyxy=(998,173,1131,190)
forecast-item xyxy=(109,189,151,236)
forecast-low: 9° xyxy=(210,225,221,235)
info-bar-print: لیتوگرافی و چاپ: کارگر xyxy=(179,256,298,267)
sun-icon xyxy=(76,121,144,189)
ad-signer: رئیس واحد ثبتی حوزه ثبت ملک برازجان - حمیدرضا باقرپور xyxy=(1359,2247,1579,2257)
prayer-row xyxy=(916,173,1131,190)
currency-unit: ۱ xyxy=(539,121,574,138)
ad-signer: الله مراد رنجبر - رئیس ثبت اسناد و املاک شبانکاره xyxy=(275,1483,465,1492)
currency-buy: ۱,۳۳۲,۰۰۰ xyxy=(340,121,413,138)
currency-sell: ۱۹۴,۰۰۰ xyxy=(267,189,340,206)
coin-header-cell: خرید xyxy=(691,105,781,121)
ad-date-2: تاریخ انتشار نوبت دوم: ۱۴۰۴/۱۰/۱۷ xyxy=(1233,2233,1366,2243)
coin-name: سکه نیم بهار xyxy=(781,155,878,172)
ad-code: م الف / ۱۶۲۹ xyxy=(414,1456,465,1465)
logo-latin xyxy=(1185,97,1364,163)
coin-sell: ۸۱۳,۸۰۰,۰۰۰ xyxy=(600,155,691,172)
